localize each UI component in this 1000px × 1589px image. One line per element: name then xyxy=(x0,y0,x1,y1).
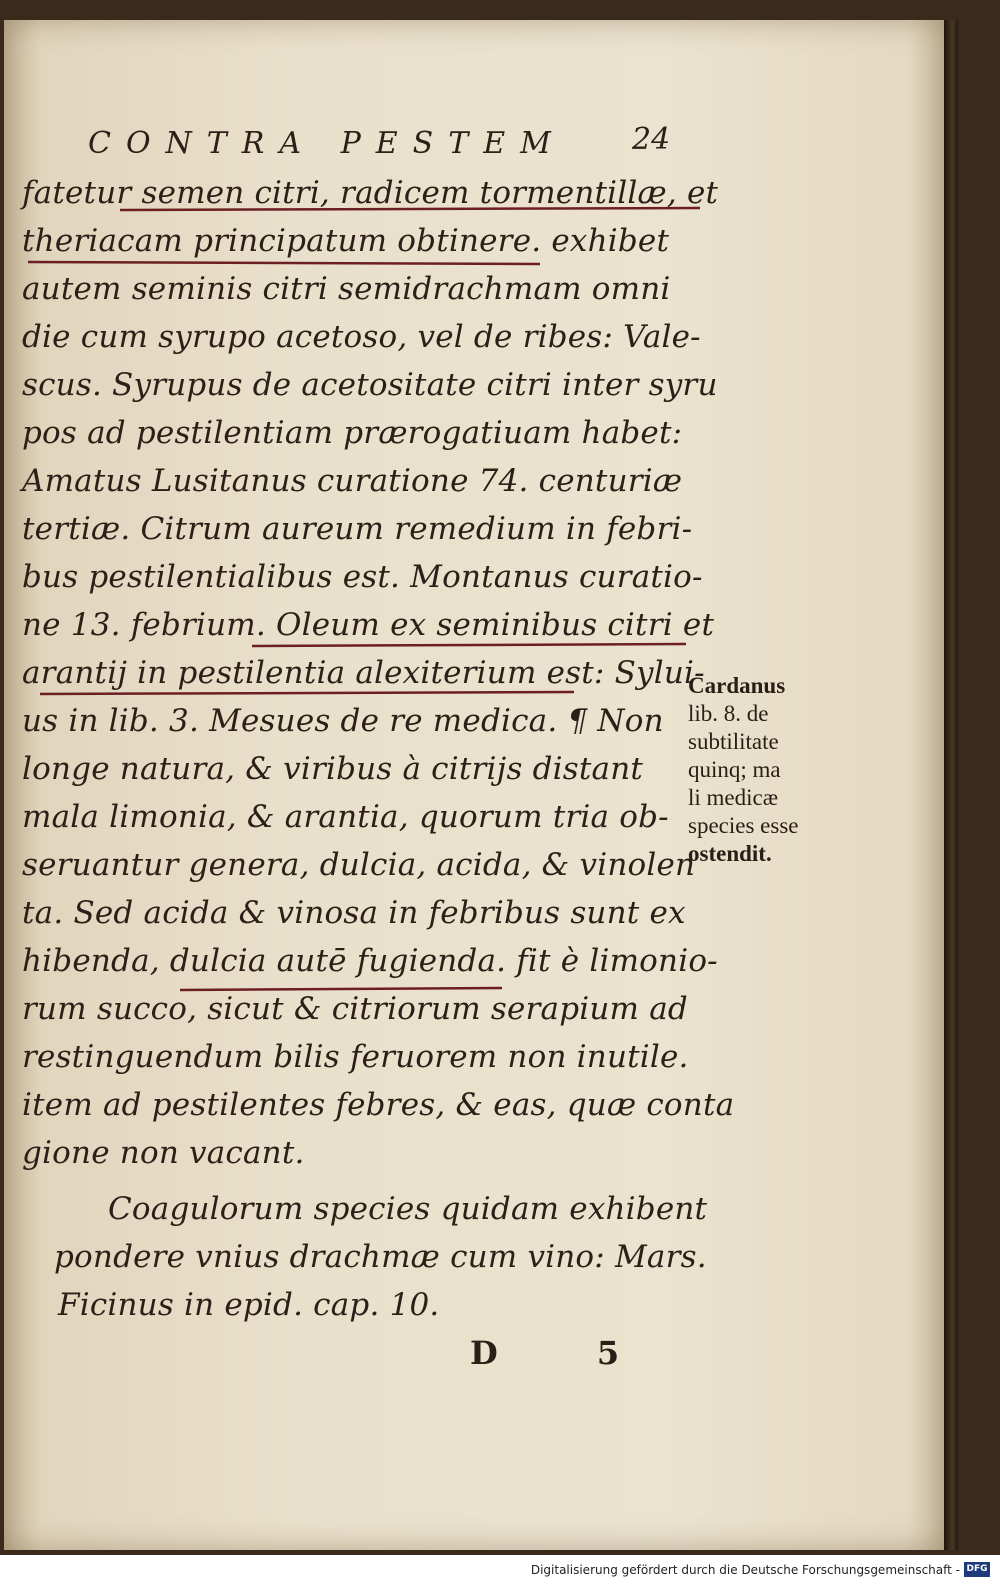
book-edge xyxy=(944,20,958,1550)
footer-bar xyxy=(0,1555,1000,1589)
text-line: item ad pestilentes febres, & eas, quæ conta xyxy=(22,1087,735,1123)
text-line: gione non vacant. xyxy=(22,1135,305,1171)
text-line: rum succo, sicut & citriorum serapium ad xyxy=(22,991,688,1027)
text-line: hibenda, dulcia autē fugienda. fit è limonio- xyxy=(22,943,718,979)
marginal-note xyxy=(688,672,848,868)
text-line: autem seminis citri semidrachmam omni xyxy=(22,271,671,307)
running-head-title: CONTRA PESTEM xyxy=(88,126,566,161)
text-line: seruantur genera, dulcia, acida, & vinolen xyxy=(22,847,696,883)
signature-mark: D 5 xyxy=(470,1334,664,1372)
text-line: scus. Syrupus de acetositate citri inter syru xyxy=(22,367,718,403)
marginal-note-line: quinq; ma xyxy=(688,757,781,782)
dfg-logo: DFG xyxy=(964,1562,990,1577)
text-line: pondere vnius drachmæ cum vino: Mars. xyxy=(54,1239,707,1275)
text-line: ne 13. febrium. Oleum ex seminibus citri et xyxy=(22,607,715,643)
running-head xyxy=(88,118,688,168)
text-line: restinguendum bilis feruorem non inutile. xyxy=(22,1039,689,1075)
text-line: tertiæ. Citrum aureum remedium in febri- xyxy=(22,511,693,547)
text-line: arantij in pestilentia alexiterium est: Sylui- xyxy=(22,655,705,691)
footer-credit: Digitalisierung gefördert durch die Deutsche Forschungsgemeinschaft - xyxy=(530,1563,960,1577)
text-line: mala limonia, & arantia, quorum tria ob- xyxy=(22,799,669,835)
text-line: bus pestilentialibus est. Montanus curatio- xyxy=(22,559,703,595)
text-line: Ficinus in epid. cap. 10. xyxy=(58,1287,440,1323)
marginal-note-line: li medicæ xyxy=(688,785,779,810)
text-line: fatetur semen citri, radicem tormentillæ, et xyxy=(22,175,719,211)
marginal-note-line: subtilitate xyxy=(688,729,779,754)
text-line: ta. Sed acida & vinosa in febribus sunt ex xyxy=(22,895,686,931)
text-line: theriacam principatum obtinere. exhibet xyxy=(22,223,670,259)
text-line: Amatus Lusitanus curatione 74. centuriæ xyxy=(22,463,683,499)
text-line: Coagulorum species quidam exhibent xyxy=(108,1191,708,1227)
text-line: die cum syrupo acetoso, vel de ribes: Vale- xyxy=(22,319,701,355)
page-number: 24 xyxy=(632,122,671,157)
text-line: longe natura, & viribus à citrijs distant xyxy=(22,751,644,787)
marginal-note-line: ostendit. xyxy=(688,841,772,866)
marginal-note-line: Cardanus xyxy=(688,673,786,698)
marginal-note-line: species esse xyxy=(688,813,799,838)
text-line: pos ad pestilentiam prærogatiuam habet: xyxy=(22,415,683,451)
marginal-note-line: lib. 8. de xyxy=(688,701,769,726)
text-line: us in lib. 3. Mesues de re medica. ¶ Non xyxy=(22,703,664,739)
